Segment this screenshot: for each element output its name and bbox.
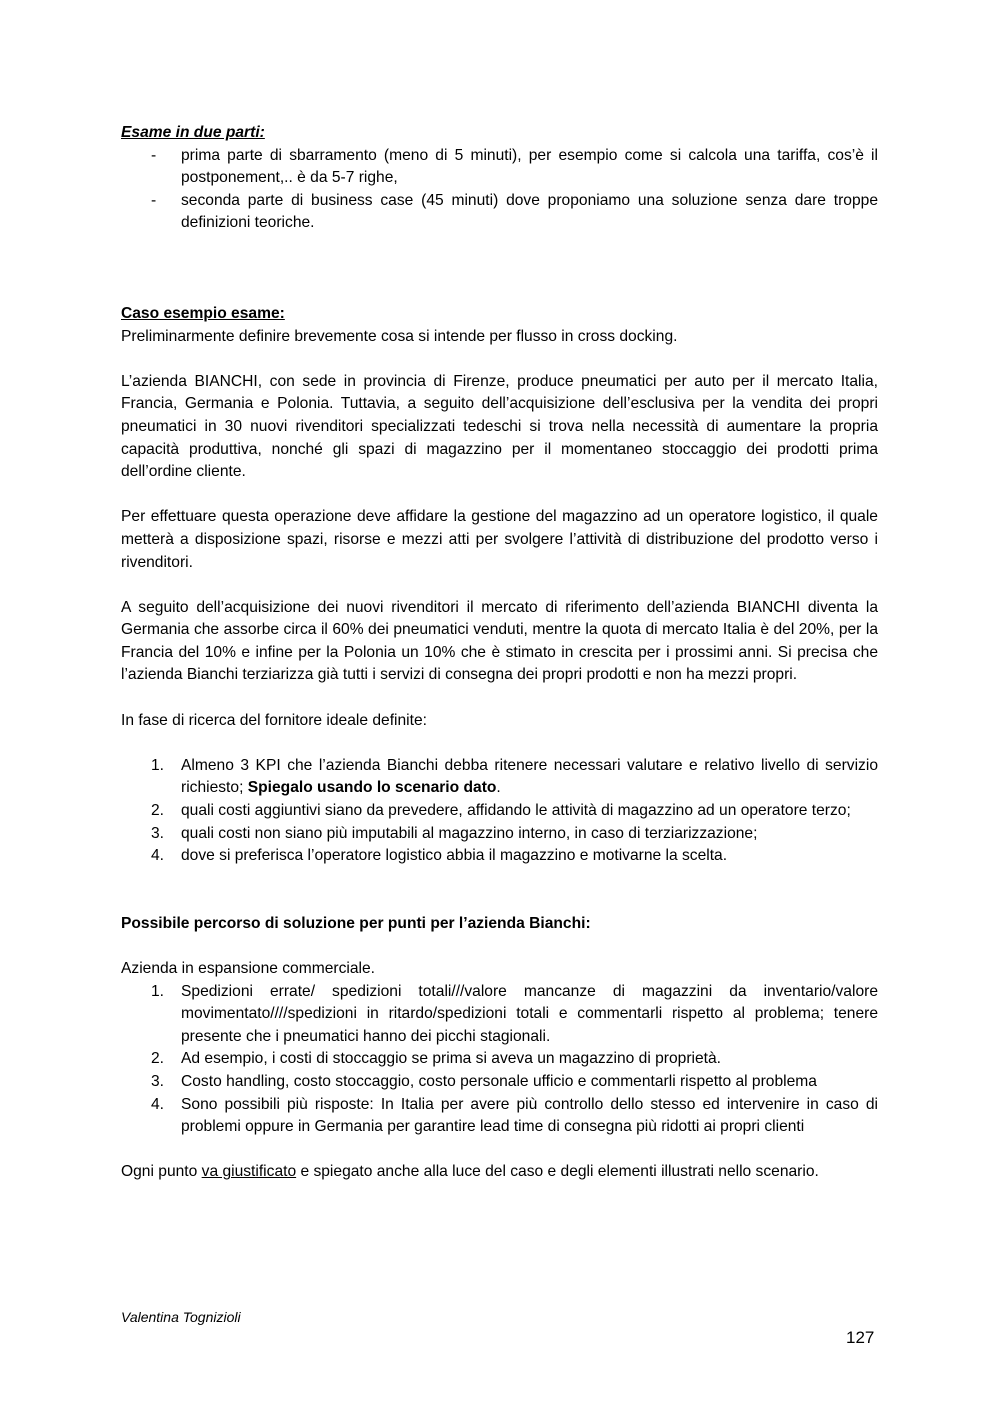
closing-underlined-text: va giustificato [201, 1163, 297, 1181]
list-item [121, 1094, 878, 1139]
closing-text-start: Ogni punto [121, 1163, 202, 1181]
list-item-text: seconda parte di business case (45 minuti) dove proponiamo una soluzione senza dare troppe definizioni teoriche. [181, 191, 878, 232]
list-item [121, 845, 878, 868]
solution-title: Possibile percorso di soluzione per punti per l’azienda Bianchi: [121, 914, 591, 932]
list-item-text: Almeno 3 KPI che l’azienda Bianchi debba ritenere necessari valutare e relativo livello di servizio richiesto; [181, 756, 878, 797]
list-item [121, 1071, 878, 1094]
list-marker: 2. [151, 802, 165, 820]
case-paragraph-3: A seguito dell’acquisizione dei nuovi rivenditori il mercato di riferimento dell’azienda BIANCHI diventa la Germania che assorbe circa il 60% dei pneumatici venduti, mentre la quota di mercato Italia è del 20%, per la Francia del 10% e infine per la Polonia un 10% che è stimato in crescita per i prossimi anni. Si precisa che l’azienda Bianchi terziarizza già tutti i servizi di consegna dei propri prodotti e non ha mezzi propri. [121, 598, 878, 684]
list-item-bold-text: Spiegalo usando lo scenario dato [247, 779, 497, 797]
list-marker: 4. [151, 847, 165, 865]
list-item-text: quali costi aggiuntivi siano da prevedere, affidando le attività di magazzino ad un operatore terzo; [181, 802, 851, 820]
case-title: Caso esempio esame: [121, 304, 285, 322]
list-item-text: Ad esempio, i costi di stoccaggio se prima si aveva un magazzino di proprietà. [181, 1050, 721, 1068]
list-marker: 1. [151, 756, 165, 774]
solution-intro: Azienda in espansione commerciale. [121, 960, 375, 977]
list-item-text: prima parte di sbarramento (meno di 5 minuti), per esempio come si calcola una tariffa, cos’è il postponement,.. è da 5-7 righe, [181, 146, 878, 187]
list-item-text: Spedizioni errate/ spedizioni totali///valore mancanze di magazzini da inventario/valore movimentato////spedizioni in ritardo/spedizioni totali e commentarli rispetto al problema; tenere presente che i pneumatici hanno dei picchi stagionali. [181, 982, 878, 1045]
solution-closing [121, 1161, 878, 1184]
case-paragraph-1: L’azienda BIANCHI, con sede in provincia di Firenze, produce pneumatici per auto per il mercato Italia, Francia, Germania e Polonia. Tuttavia, a seguito dell’acquisizione dell’esclusiva per la vendita dei propri pneumatici in 30 nuovi rivenditori specializzati tedeschi si trova nella necessità di aumentare la propria capacità produttiva, nonché gli spazi di magazzino per il momentaneo stoccaggio dei prodotti prima dell’ordine cliente. [121, 372, 878, 481]
list-item [121, 1048, 878, 1071]
list-item-text-end: . [496, 779, 501, 797]
list-item [121, 823, 878, 846]
list-item [121, 145, 878, 190]
footer-author: Valentina Tognizioli [121, 1309, 241, 1325]
list-item-text: Sono possibili più risposte: In Italia per avere più controllo dello stesso ed intervenire in caso di problemi oppure in Germania per garantire lead time di consegna più ridotti ai propri clienti [181, 1095, 878, 1136]
list-item [121, 755, 878, 800]
list-item [121, 190, 878, 235]
list-marker: - [151, 146, 157, 164]
closing-text-end: e spiegato anche alla luce del caso e degli elementi illustrati nello scenario. [296, 1163, 819, 1181]
list-marker: 2. [151, 1050, 165, 1068]
page-number: 127 [846, 1328, 875, 1347]
list-item-text: Costo handling, costo stoccaggio, costo personale ufficio e commentarli rispetto al problema [181, 1072, 817, 1090]
list-item-text: dove si preferisca l’operatore logistico abbia il magazzino e motivarne la scelta. [181, 847, 728, 865]
list-marker: - [151, 191, 157, 209]
list-marker: 3. [151, 824, 165, 842]
case-questions-list [121, 755, 878, 868]
case-paragraph-4: In fase di ricerca del fornitore ideale definite: [121, 711, 427, 729]
list-marker: 3. [151, 1072, 165, 1090]
list-marker: 1. [151, 982, 165, 1000]
exam-parts-list [121, 145, 878, 235]
solution-list [121, 981, 878, 1139]
list-item [121, 800, 878, 823]
case-intro: Preliminarmente definire brevemente cosa si intende per flusso in cross docking. [121, 327, 678, 345]
list-item [121, 981, 878, 1049]
list-marker: 4. [151, 1095, 165, 1113]
page-content [121, 122, 878, 1184]
list-item-text: quali costi non siano più imputabili al magazzino interno, in caso di terziarizzazione; [181, 824, 758, 842]
case-paragraph-2: Per effettuare questa operazione deve affidare la gestione del magazzino ad un operatore logistico, il quale metterà a disposizione spazi, risorse e mezzi atti per svolgere l’attività di distribuzione del prodotto verso i rivenditori. [121, 508, 878, 571]
exam-title: Esame in due parti: [121, 124, 265, 141]
